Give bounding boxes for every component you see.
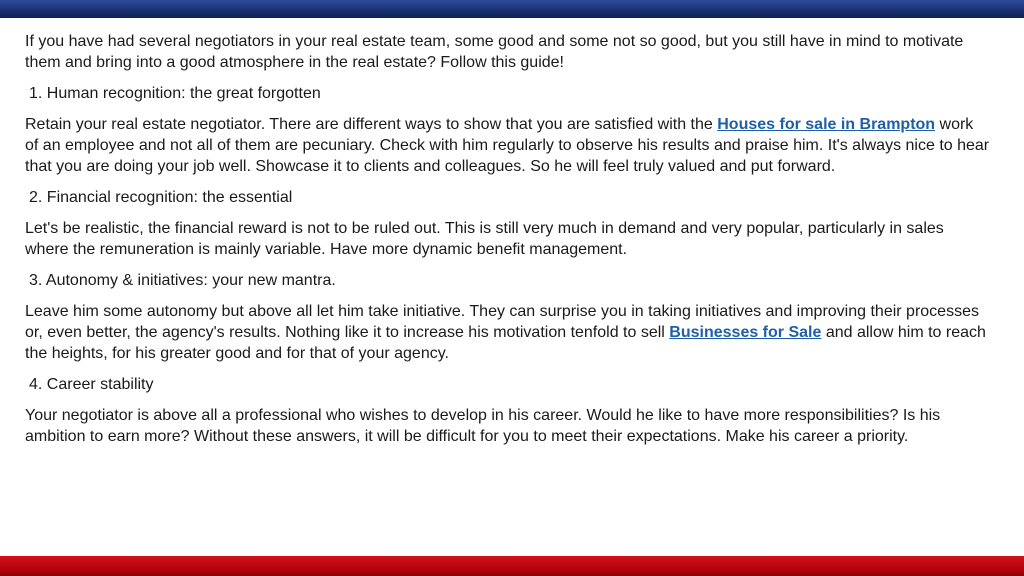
section-paragraph-autonomy [25, 301, 991, 364]
section-heading-financial-recognition: 2. Financial recognition: the essential [29, 189, 293, 206]
paragraph-text-before-link: Retain your real estate negotiator. There are different ways to show that you are satisfied with the [25, 116, 718, 133]
section-heading-autonomy: 3. Autonomy & initiatives: your new mantra. [29, 272, 336, 289]
paragraph-text-after-link: work of an employee and not all of them are pecuniary. Check with him regularly to observe his results and praise him. It's always nice to hear that you are doing your job well. Showcase it to clients and colleagues. So he will feel truly valued and put forward. [25, 116, 990, 175]
bottom-banner-bar [0, 556, 1024, 576]
top-banner-bar [0, 0, 1024, 18]
article-body [25, 31, 991, 457]
houses-for-sale-brampton-link[interactable]: Houses for sale in Brampton [717, 116, 936, 133]
section-paragraph-career-stability: Your negotiator is above all a professional who wishes to develop in his career. Would he like to have more responsibilities? Is his ambition to earn more? Without these answers, it will be difficult for you to meet their expectations. Make his career a priority. [25, 407, 941, 445]
paragraph-text-before-link: Leave him some autonomy but above all let him take initiative. They can surprise you in taking initiatives and improving their processes or, even better, the agency's results. Nothing like it to increase his motivation tenfold to sell [25, 303, 979, 341]
section-paragraph-human-recognition [25, 114, 991, 177]
section-paragraph-financial-recognition: Let's be realistic, the financial reward is not to be ruled out. This is still very much in demand and very popular, particularly in sales where the remuneration is mainly variable. Have more dynamic benefit management. [25, 220, 944, 258]
paragraph-text-after-link: and allow him to reach the heights, for his greater good and for that of your agency. [25, 324, 986, 362]
section-heading-career-stability: 4. Career stability [29, 376, 154, 393]
section-heading-human-recognition: 1. Human recognition: the great forgotten [29, 85, 321, 102]
intro-paragraph: If you have had several negotiators in your real estate team, some good and some not so good, but you still have in mind to motivate them and bring into a good atmosphere in the real estate? Follow this guide! [25, 33, 964, 71]
businesses-for-sale-link[interactable]: Businesses for Sale [669, 324, 822, 341]
